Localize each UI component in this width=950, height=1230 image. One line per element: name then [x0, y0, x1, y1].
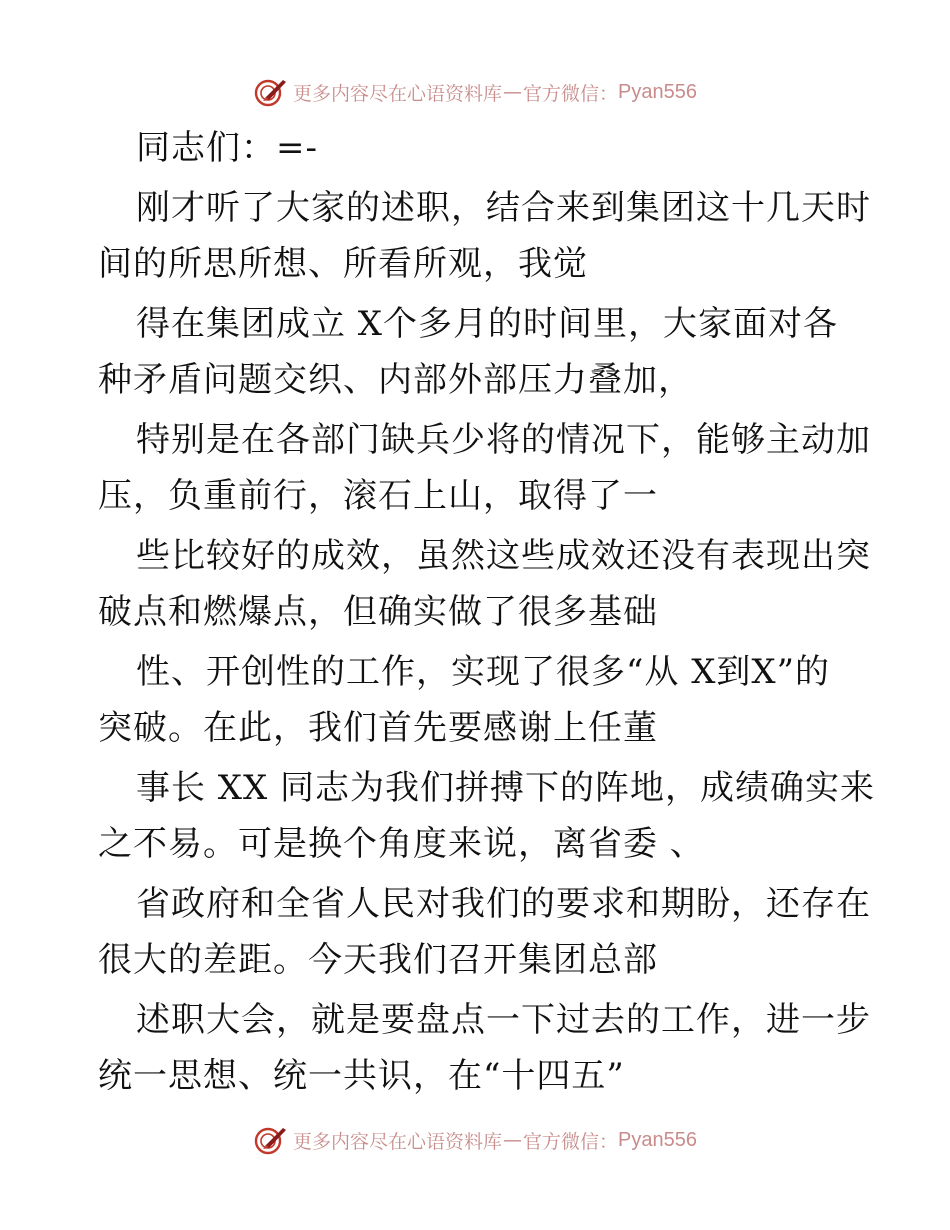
header-separator: — [503, 81, 523, 103]
header-contact-label: 官方微信： [523, 82, 619, 105]
text-line: 间的所思所想、所看所观，我觉 [98, 244, 588, 284]
quill-logo-icon [253, 1124, 289, 1156]
text-line: 事长 XX 同志为我们拼搏下的阵地，成绩确实来 [136, 768, 876, 808]
text-line: 种矛盾问题交织、内部外部压力叠加， [98, 360, 693, 400]
footer-separator: — [503, 1129, 523, 1151]
text-line: 之不易。可是换个角度来说，离省委 、 [98, 824, 705, 864]
text-line: 很大的差距。今天我们召开集团总部 [98, 940, 658, 980]
text-line: 刚才听了大家的述职，结合来到集团这十几天时 [136, 188, 871, 228]
text-line: 性、开创性的工作，实现了很多“从 X到X”的 [136, 652, 830, 692]
text-line: 同志们：=- [136, 128, 318, 168]
text-line: 述职大会，就是要盘点一下过去的工作，进一步 [136, 1000, 871, 1040]
text-line: 省政府和全省人民对我们的要求和期盼，还存在 [136, 884, 871, 924]
text-line: 突破。在此，我们首先要感谢上任董 [98, 708, 658, 748]
text-line: 些比较好的成效，虽然这些成效还没有表现出突 [136, 536, 871, 576]
text-line: 统一思想、统一共识，在“十四五” [98, 1056, 625, 1096]
footer-contact-label: 官方微信： [523, 1130, 619, 1153]
footer-banner [0, 1120, 950, 1160]
footer-contact-handle: Pyan556 [618, 1128, 697, 1151]
header-banner-text: 更多内容尽在心语资料库 [293, 82, 503, 105]
text-line: 压，负重前行，滚石上山，取得了一 [98, 476, 658, 516]
text-line: 得在集团成立 X个多月的时间里，大家面对各 [136, 304, 839, 344]
header-contact-handle: Pyan556 [618, 80, 697, 103]
text-line: 破点和燃爆点，但确实做了很多基础 [98, 592, 658, 632]
text-line: 特别是在各部门缺兵少将的情况下，能够主动加 [136, 420, 871, 460]
footer-banner-text: 更多内容尽在心语资料库 [293, 1130, 503, 1153]
